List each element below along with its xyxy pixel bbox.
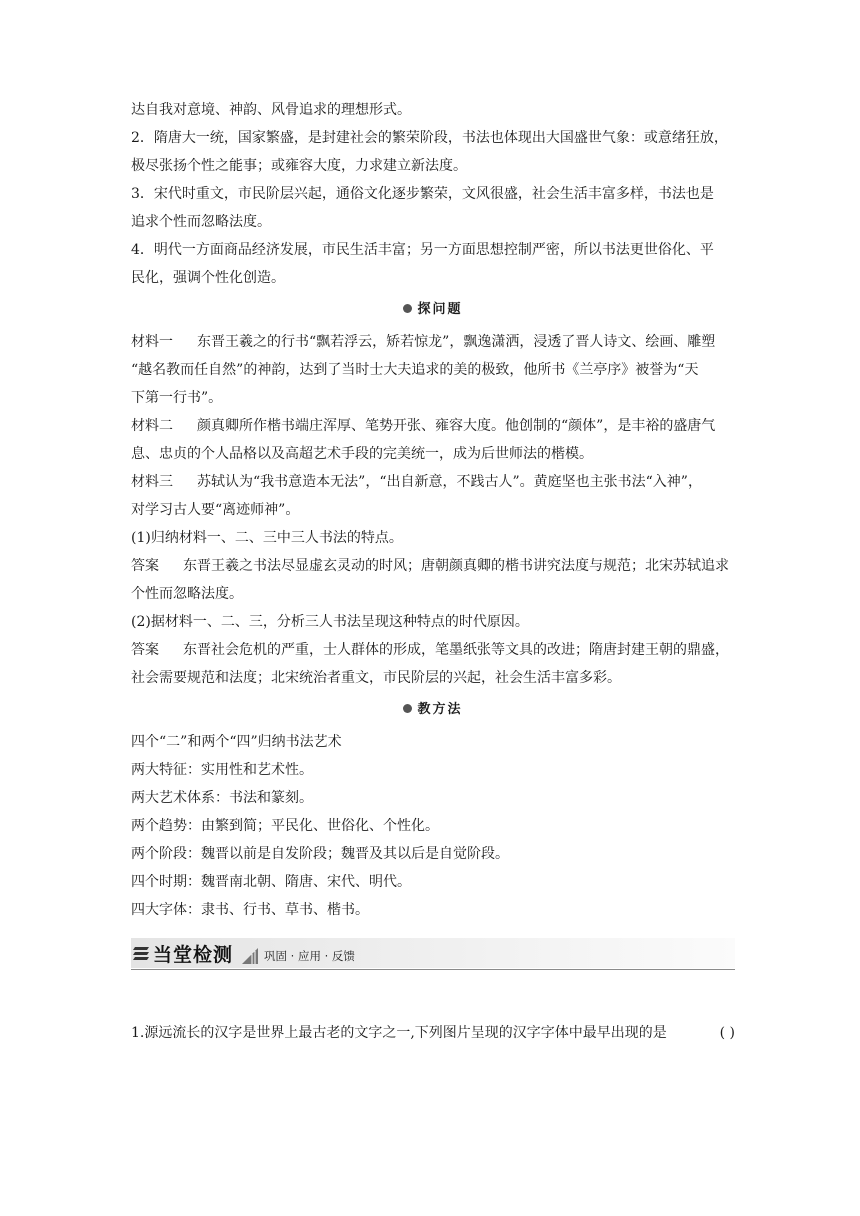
text-line: 东晋王羲之书法尽显虚玄灵动的时风；唐朝颜真卿的楷书讲究法度与规范；北宋苏轼追求	[183, 558, 729, 574]
text-line: “越名教而任自然”的神韵，达到了当时士大夫追求的美的极致，他所书《兰亭序》被誉为“天	[131, 362, 699, 378]
stripes-icon	[133, 946, 149, 962]
banner-subtitle: 巩固 · 应用 · 反馈	[264, 949, 355, 963]
section-banner	[131, 938, 735, 972]
material-3	[131, 468, 735, 524]
list-item: 四大字体：隶书、行书、草书、楷书。	[131, 902, 369, 918]
text-line: 颜真卿所作楷书端庄浑厚、笔势开张、雍容大度。他创制的“颜体”，是丰裕的盛唐气	[197, 418, 716, 434]
material-1	[131, 328, 735, 412]
text-line: 苏轼认为“我书意造本无法”，“出自新意，不践古人”。黄庭坚也主张书法“入神”，	[197, 474, 702, 490]
text-line: 极尽张扬个性之能事；或雍容大度，力求建立新法度。	[131, 158, 467, 174]
section-heading-explore: 探问题	[131, 292, 735, 328]
text-line: 达自我对意境、神韵、风骨追求的理想形式。	[131, 102, 411, 118]
text-line: 东晋社会危机的严重，士人群体的形成，笔墨纸张等文具的改进；隋唐封建王朝的鼎盛，	[183, 642, 729, 658]
list-item: 两大艺术体系：书法和篆刻。	[131, 790, 313, 806]
text-line: 东晋王羲之的行书“飘若浮云，矫若惊龙”，飘逸潇洒，浸透了晋人诗文、绘画、雕塑	[197, 334, 716, 350]
list-item: 四个时期：魏晋南北朝、隋唐、宋代、明代。	[131, 874, 411, 890]
banner-title: 当堂检测	[153, 944, 234, 966]
method-list	[131, 728, 735, 924]
list-item: 四个“二”和两个“四”归纳书法艺术	[131, 734, 342, 750]
material-2	[131, 412, 735, 468]
material-label: 材料三	[131, 474, 173, 490]
text-line: 下第一行书”。	[131, 390, 223, 406]
text-line: 追求个性而忽略法度。	[131, 214, 271, 230]
document-page	[131, 96, 735, 972]
question-1: (1)归纳材料一、二、三中三人书法的特点。	[131, 530, 403, 546]
material-label: 材料一	[131, 334, 173, 350]
answer-blank: ( )	[719, 1025, 735, 1041]
quiz-question-1	[131, 1022, 735, 1044]
bullet-icon	[403, 304, 412, 313]
intro-paragraph	[131, 96, 735, 292]
answer-label: 答案	[131, 642, 159, 658]
question-text: 1.源远流长的汉字是世界上最古老的文字之一,下列图片呈现的汉字字体中最早出现的是	[131, 1025, 667, 1041]
answer-1	[131, 552, 735, 608]
text-line: 4．明代一方面商品经济发展，市民生活丰富；另一方面思想控制严密，所以书法更世俗化、平	[131, 242, 714, 258]
bullet-icon	[403, 704, 412, 713]
list-item: 两个阶段：魏晋以前是自发阶段；魏晋及其以后是自觉阶段。	[131, 846, 509, 862]
text-line: 个性而忽略法度。	[131, 586, 243, 602]
section-heading-method: 教方法	[131, 692, 735, 728]
text-line: 民化，强调个性化创造。	[131, 270, 285, 286]
list-item: 两大特征：实用性和艺术性。	[131, 762, 313, 778]
triangle-icon	[242, 948, 258, 964]
material-label: 材料二	[131, 418, 173, 434]
answer-label: 答案	[131, 558, 159, 574]
text-line: 3．宋代时重文，市民阶层兴起，通俗文化逐步繁荣，文风很盛，社会生活丰富多样，书法也是	[131, 186, 714, 202]
divider	[131, 969, 735, 970]
text-line: 对学习古人要“离迹师神”。	[131, 502, 300, 518]
answer-2	[131, 636, 735, 692]
list-item: 两个趋势：由繁到简；平民化、世俗化、个性化。	[131, 818, 439, 834]
text-line: 息、忠贞的个人品格以及高超艺术手段的完美统一，成为后世师法的楷模。	[131, 446, 593, 462]
text-line: 社会需要规范和法度；北宋统治者重文，市民阶层的兴起，社会生活丰富多彩。	[131, 670, 621, 686]
question-2: (2)据材料一、二、三，分析三人书法呈现这种特点的时代原因。	[131, 614, 529, 630]
text-line: 2．隋唐大一统，国家繁盛，是封建社会的繁荣阶段，书法也体现出大国盛世气象：或意绪狂放，	[131, 130, 728, 146]
